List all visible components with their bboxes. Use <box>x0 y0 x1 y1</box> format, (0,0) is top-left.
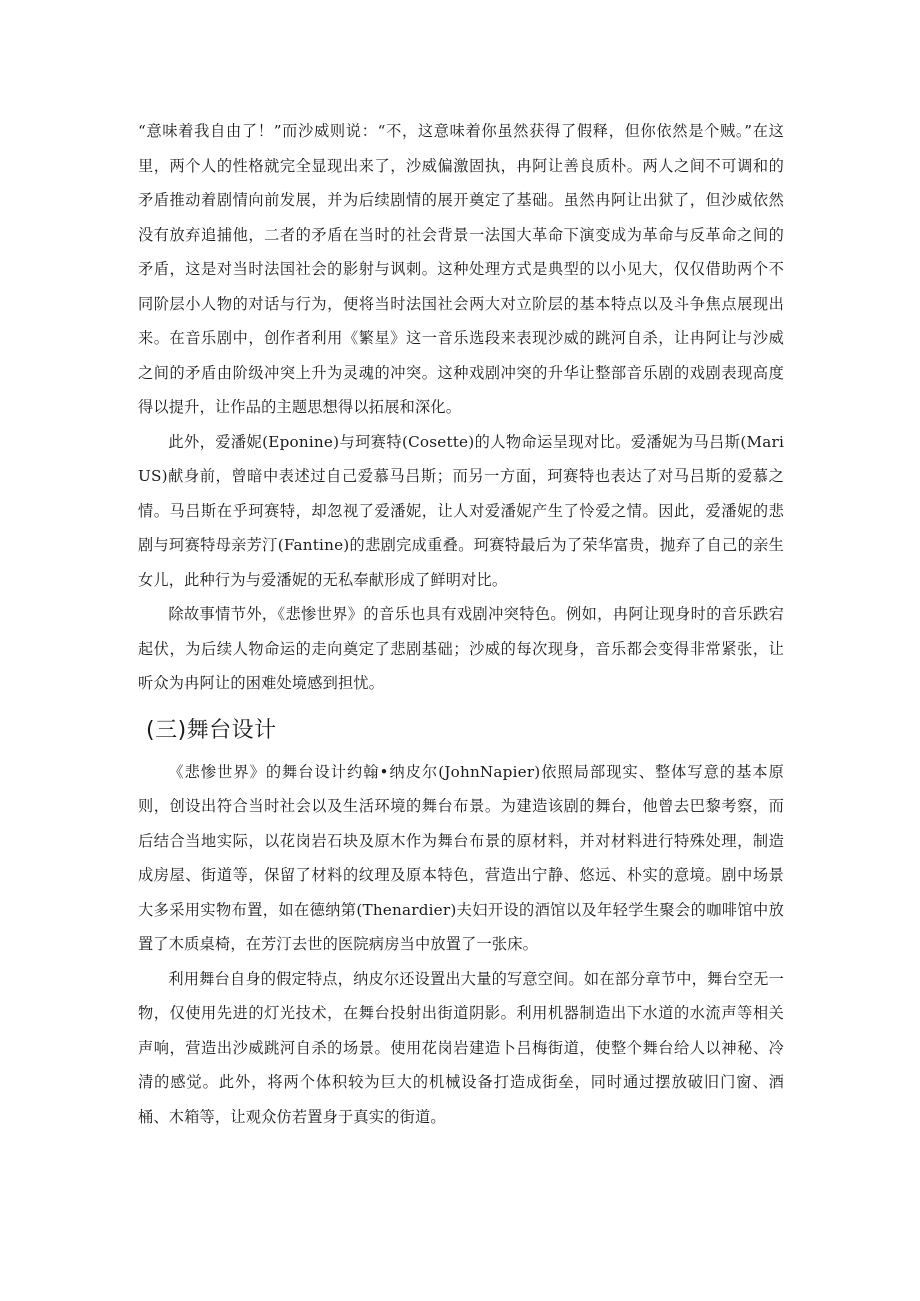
paragraph-4: 《悲惨世界》的舞台设计约翰•纳皮尔(JohnNapier)依照局部现实、整体写意的基本原则，创设出符合当时社会以及生活环境的舞台布景。为建造该剧的舞台，他曾去巴黎考察，而后结合当地实际，以花岗岩石块及原木作为舞台布景的原材料，并对材料进行特殊处理，制造成房屋、街道等，保留了材料的纹理及原本特色，营造出宁静、悠远、朴实的意境。剧中场景大多采用实物布置，如在德纳第(Thenardier)夫妇开设的酒馆以及年轻学生聚会的咖啡馆中放置了木质桌椅，在芳汀去世的医院病房当中放置了一张床。 <box>138 762 784 953</box>
paragraph-5: 利用舞台自身的假定特点，纳皮尔还设置出大量的写意空间。如在部分章节中，舞台空无一物，仅使用先进的灯光技术，在舞台投射出街道阴影。利用机器制造出下水道的水流声等相关声响，营造出沙威跳河自杀的场景。使用花岗岩建造卜吕梅街道，使整个舞台给人以神秘、冷清的感觉。此外，将两个体积较为巨大的机械设备打造成街垒，同时通过摆放破旧门窗、酒桶、木箱等，让观众仿若置身于真实的街道。 <box>138 969 784 1126</box>
document-page <box>138 114 784 1134</box>
section-heading: (三)舞台设计 <box>146 717 277 743</box>
paragraph-1: “意味着我自由了！”而沙威则说：“不，这意味着你虽然获得了假释，但你依然是个贼。”在这里，两个人的性格就完全显现出来了，沙威偏激固执，冉阿让善良质朴。两人之间不可调和的矛盾推动着剧情向前发展，并为后续剧情的展开奠定了基础。虽然冉阿让出狱了，但沙威依然没有放弃追捕他，二者的矛盾在当时的社会背景一法国大革命下演变成为革命与反革命之间的矛盾，这是对当时法国社会的影射与讽刺。这种处理方式是典型的以小见大，仅仅借助两个不同阶层小人物的对话与行为，便将当时法国社会两大对立阶层的基本特点以及斗争焦点展现出来。在音乐剧中，创作者利用《繁星》这一音乐选段来表现沙威的跳河自杀，让冉阿让与沙威之间的矛盾由阶级冲突上升为灵魂的冲突。这种戏剧冲突的升华让整部音乐剧的戏剧表现高度得以提升，让作品的主题思想得以拓展和深化。 <box>138 122 784 416</box>
paragraph-2: 此外，爱潘妮(Eponine)与珂赛特(Cosette)的人物命运呈现对比。爱潘妮为马吕斯(MariUS)献身前，曾暗中表述过自己爱慕马吕斯；而另一方面，珂赛特也表达了对马吕斯的爱慕之情。马吕斯在乎珂赛特，却忽视了爱潘妮，让人对爱潘妮产生了怜爱之情。因此，爱潘妮的悲剧与珂赛特母亲芳汀(Fantine)的悲剧完成重叠。珂赛特最后为了荣华富贵，抛弃了自己的亲生女儿，此种行为与爱潘妮的无私奉献形成了鲜明对比。 <box>138 432 784 589</box>
paragraph-3: 除故事情节外，《悲惨世界》的音乐也具有戏剧冲突特色。例如，冉阿让现身时的音乐跌宕起伏，为后续人物命运的走向奠定了悲剧基础；沙威的每次现身，音乐都会变得非常紧张，让听众为冉阿让的困难处境感到担忧。 <box>138 605 784 692</box>
